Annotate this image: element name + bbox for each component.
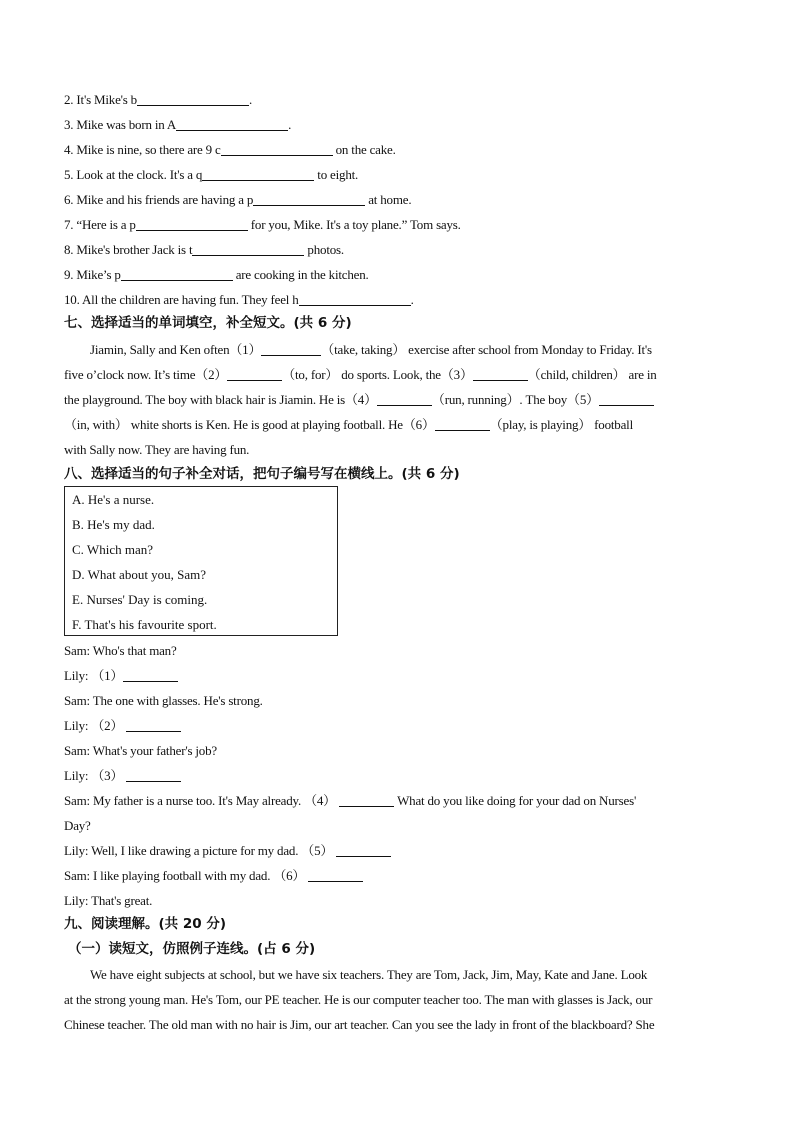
fill-item bbox=[64, 87, 252, 112]
fill-item bbox=[64, 212, 461, 237]
fill-item bbox=[64, 187, 411, 212]
text-segment: （to, for） do sports. Look, the（3） bbox=[282, 367, 473, 382]
dialogue-line bbox=[64, 888, 152, 913]
text-segment: five o’clock now. It’s time（2） bbox=[64, 367, 228, 382]
item-prompt: 9. Mike’s p bbox=[64, 267, 121, 282]
text-segment: Day? bbox=[64, 818, 91, 833]
passage-line bbox=[64, 387, 654, 412]
text-segment: Jiamin, Sally and Ken often（1） bbox=[90, 342, 262, 357]
answer-blank[interactable] bbox=[261, 341, 321, 356]
dialogue-line bbox=[64, 663, 178, 688]
item-prompt: 8. Mike's brother Jack is t bbox=[64, 242, 193, 257]
section-9-subheading bbox=[68, 937, 315, 962]
answer-blank[interactable] bbox=[377, 391, 432, 406]
reading-passage-line bbox=[64, 987, 652, 1012]
item-suffix: . bbox=[249, 92, 253, 107]
item-prompt: 2. It's Mike's b bbox=[64, 92, 137, 107]
text-segment: the playground. The boy with black hair is Jiamin. He is（4） bbox=[64, 392, 377, 407]
section-9-heading bbox=[64, 912, 226, 937]
item-prompt: 4. Mike is nine, so there are 9 c bbox=[64, 142, 221, 157]
options-box bbox=[64, 486, 338, 636]
dialogue-line bbox=[64, 763, 181, 788]
answer-blank[interactable] bbox=[121, 266, 233, 281]
heading-text: 八、选择适当的句子补全对话，把句子编号写在横线上。(共 6 分) bbox=[64, 466, 460, 482]
option-text: C. Which man? bbox=[72, 542, 153, 557]
answer-blank[interactable] bbox=[435, 416, 490, 431]
reading-passage-line bbox=[90, 962, 647, 987]
answer-blank[interactable] bbox=[227, 366, 282, 381]
heading-text: 九、阅读理解。(共 20 分) bbox=[64, 916, 227, 932]
heading-text: （一）读短文，仿照例子连线。(占 6 分) bbox=[68, 941, 316, 957]
dialogue-line bbox=[64, 688, 263, 713]
item-suffix: . bbox=[288, 117, 292, 132]
text-segment: Sam: My father is a nurse too. It's May already. （4） bbox=[64, 793, 340, 808]
passage-text: at the strong young man. He's Tom, our PE teacher. He is our computer teacher too. The man with glasses is Jack, our bbox=[64, 992, 653, 1007]
answer-blank[interactable] bbox=[308, 867, 363, 882]
answer-blank[interactable] bbox=[202, 166, 314, 181]
passage-line bbox=[90, 337, 652, 362]
text-segment: Lily: Well, I like drawing a picture for my dad. （5） bbox=[64, 843, 337, 858]
fill-item bbox=[64, 237, 344, 262]
option-item bbox=[72, 512, 155, 537]
section-7-heading bbox=[64, 311, 352, 336]
answer-blank[interactable] bbox=[299, 291, 411, 306]
answer-blank[interactable] bbox=[126, 717, 181, 732]
item-suffix: to eight. bbox=[314, 167, 359, 182]
dialogue-line bbox=[64, 713, 181, 738]
text-segment: with Sally now. They are having fun. bbox=[64, 442, 250, 457]
answer-blank[interactable] bbox=[336, 842, 391, 857]
answer-blank[interactable] bbox=[123, 667, 178, 682]
passage-text: We have eight subjects at school, but we have six teachers. They are Tom, Jack, Jim, May, Kate and Jane. Look bbox=[90, 967, 648, 982]
dialogue-line bbox=[64, 863, 363, 888]
dialogue-line bbox=[64, 813, 91, 838]
answer-blank[interactable] bbox=[126, 767, 181, 782]
text-segment: Sam: I like playing football with my dad. （6） bbox=[64, 868, 309, 883]
section-8-heading bbox=[64, 462, 460, 487]
text-segment: Sam: The one with glasses. He's strong. bbox=[64, 693, 263, 708]
text-segment: （in, with） white shorts is Ken. He is good at playing football. He（6） bbox=[64, 417, 435, 432]
text-segment: What do you like doing for your dad on Nurses' bbox=[394, 793, 637, 808]
dialogue-line bbox=[64, 738, 217, 763]
answer-blank[interactable] bbox=[192, 241, 304, 256]
item-suffix: at home. bbox=[365, 192, 412, 207]
item-suffix: photos. bbox=[304, 242, 344, 257]
option-text: B. He's my dad. bbox=[72, 517, 155, 532]
answer-blank[interactable] bbox=[339, 792, 394, 807]
answer-blank[interactable] bbox=[253, 191, 365, 206]
fill-item bbox=[64, 137, 396, 162]
passage-line bbox=[64, 437, 249, 462]
fill-item bbox=[64, 262, 369, 287]
fill-item bbox=[64, 112, 291, 137]
text-segment: （take, taking） exercise after school from Monday to Friday. It's bbox=[321, 342, 652, 357]
item-suffix: . bbox=[410, 292, 414, 307]
reading-passage-line bbox=[64, 1012, 654, 1037]
passage-text: Chinese teacher. The old man with no hair is Jim, our art teacher. Can you see the lady in front of the blackboard? She bbox=[64, 1017, 655, 1032]
item-prompt: 10. All the children are having fun. They feel h bbox=[64, 292, 299, 307]
option-item bbox=[72, 537, 153, 562]
fill-item bbox=[64, 287, 414, 312]
text-segment: （child, children） are in bbox=[527, 367, 657, 382]
answer-blank[interactable] bbox=[599, 391, 654, 406]
option-text: F. That's his favourite sport. bbox=[72, 617, 217, 632]
answer-blank[interactable] bbox=[136, 216, 248, 231]
item-prompt: 3. Mike was born in A bbox=[64, 117, 177, 132]
fill-item bbox=[64, 162, 358, 187]
text-segment: Lily: （3） bbox=[64, 768, 127, 783]
item-suffix: for you, Mike. It's a toy plane.” Tom says. bbox=[247, 217, 461, 232]
text-segment: Lily: （1） bbox=[64, 668, 124, 683]
passage-line bbox=[64, 412, 633, 437]
text-segment: Sam: What's your father's job? bbox=[64, 743, 217, 758]
option-text: A. He's a nurse. bbox=[72, 492, 155, 507]
text-segment: （run, running）. The boy（5） bbox=[431, 392, 599, 407]
dialogue-line bbox=[64, 838, 391, 863]
option-item bbox=[72, 562, 206, 587]
item-suffix: on the cake. bbox=[332, 142, 396, 157]
item-prompt: 5. Look at the clock. It's a q bbox=[64, 167, 203, 182]
option-item bbox=[72, 487, 154, 512]
option-text: E. Nurses' Day is coming. bbox=[72, 592, 208, 607]
text-segment: Lily: （2） bbox=[64, 718, 127, 733]
text-segment: （play, is playing） football bbox=[489, 417, 633, 432]
option-item bbox=[72, 587, 207, 612]
dialogue-line bbox=[64, 638, 177, 663]
option-text: D. What about you, Sam? bbox=[72, 567, 207, 582]
text-segment: Sam: Who's that man? bbox=[64, 643, 177, 658]
option-item bbox=[72, 612, 217, 637]
item-prompt: 6. Mike and his friends are having a p bbox=[64, 192, 254, 207]
answer-blank[interactable] bbox=[137, 91, 249, 106]
passage-line bbox=[64, 362, 657, 387]
answer-blank[interactable] bbox=[176, 116, 288, 131]
heading-text: 七、选择适当的单词填空，补全短文。(共 6 分) bbox=[64, 315, 352, 331]
text-segment: Lily: That's great. bbox=[64, 893, 153, 908]
answer-blank[interactable] bbox=[221, 141, 333, 156]
dialogue-line bbox=[64, 788, 636, 813]
item-prompt: 7. “Here is a p bbox=[64, 217, 136, 232]
answer-blank[interactable] bbox=[473, 366, 528, 381]
item-suffix: are cooking in the kitchen. bbox=[232, 267, 369, 282]
